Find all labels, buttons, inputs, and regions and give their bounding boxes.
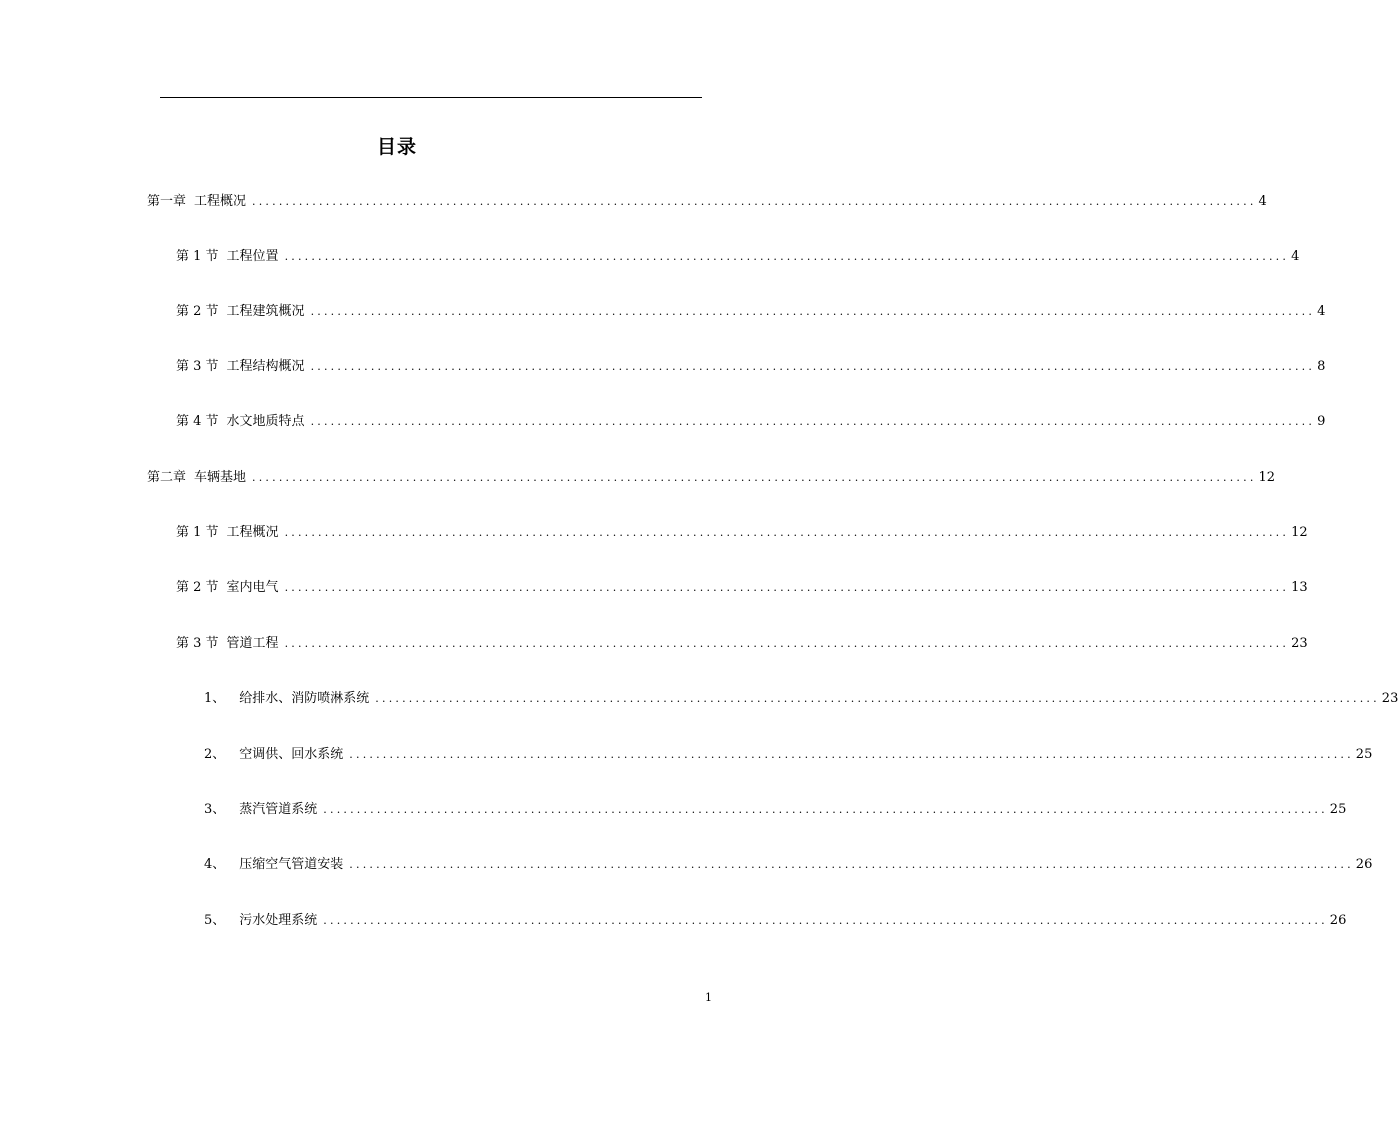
entry-number: 3、: [204, 802, 226, 817]
dot-leader: ......................................................................................................................................................: [252, 195, 1257, 208]
toc-entry-section[interactable]: [176, 302, 1326, 322]
entry-title: 工程概况: [226, 525, 279, 540]
entry-title: 空调供、回水系统: [239, 747, 344, 762]
entry-number: 第 1 节: [176, 249, 219, 264]
page-number: 1: [705, 991, 712, 1004]
entry-number: 第 4 节: [176, 414, 219, 429]
toc-entry-section[interactable]: [176, 412, 1326, 432]
dot-leader: ......................................................................................................................................................: [284, 637, 1290, 650]
toc-entry-section[interactable]: [176, 247, 1300, 267]
toc-entry-subsection[interactable]: [204, 800, 1347, 820]
toc-entry-chapter-2[interactable]: [147, 468, 1276, 488]
entry-number: 4、: [204, 857, 226, 872]
entry-number: 第 3 节: [176, 636, 219, 651]
entry-page-number: 13: [1291, 580, 1308, 595]
dot-leader: ......................................................................................................................................................: [310, 305, 1316, 318]
entry-number: 第 2 节: [176, 580, 219, 595]
entry-title: 污水处理系统: [239, 913, 318, 928]
toc-entry-section[interactable]: [176, 523, 1308, 543]
entry-number: 2、: [204, 747, 226, 762]
toc-entry-chapter-1[interactable]: [147, 192, 1267, 212]
entry-title: 工程概况: [194, 194, 247, 209]
entry-number: 第 1 节: [176, 525, 219, 540]
entry-title: 蒸汽管道系统: [239, 802, 318, 817]
dot-leader: ......................................................................................................................................................: [349, 858, 1354, 871]
entry-page-number: 4: [1258, 194, 1267, 209]
dot-leader: ......................................................................................................................................................: [252, 471, 1257, 484]
entry-page-number: 23: [1291, 636, 1308, 651]
entry-title: 给排水、消防喷淋系统: [239, 691, 370, 706]
dot-leader: ......................................................................................................................................................: [323, 803, 1328, 816]
entry-title: 工程位置: [226, 249, 279, 264]
toc-entry-section[interactable]: [176, 578, 1308, 598]
entry-page-number: 8: [1317, 359, 1326, 374]
toc-entry-subsection[interactable]: [204, 745, 1373, 765]
entry-page-number: 12: [1291, 525, 1308, 540]
toc-entry-section[interactable]: [176, 634, 1308, 654]
dot-leader: ......................................................................................................................................................: [310, 415, 1316, 428]
dot-leader: ......................................................................................................................................................: [284, 250, 1290, 263]
entry-title: 车辆基地: [194, 470, 247, 485]
entry-number: 第二章: [147, 470, 187, 485]
entry-page-number: 23: [1381, 691, 1398, 706]
entry-number: 第 3 节: [176, 359, 219, 374]
entry-page-number: 26: [1355, 857, 1373, 872]
entry-number: 第一章: [147, 194, 187, 209]
entry-page-number: 12: [1258, 470, 1276, 485]
toc-entry-subsection[interactable]: [204, 689, 1398, 709]
entry-number: 1、: [204, 691, 226, 706]
dot-leader: ......................................................................................................................................................: [284, 526, 1290, 539]
entry-title: 水文地质特点: [226, 414, 305, 429]
toc-entry-subsection[interactable]: [204, 855, 1373, 875]
entry-number: 第 2 节: [176, 304, 219, 319]
entry-title: 工程建筑概况: [226, 304, 305, 319]
dot-leader: ......................................................................................................................................................: [310, 360, 1316, 373]
entry-title: 工程结构概况: [226, 359, 305, 374]
entry-page-number: 9: [1317, 414, 1326, 429]
header-rule: [160, 97, 702, 98]
toc-entry-section[interactable]: [176, 357, 1326, 377]
dot-leader: ......................................................................................................................................................: [375, 692, 1380, 705]
entry-title: 管道工程: [226, 636, 279, 651]
entry-page-number: 26: [1329, 913, 1347, 928]
entry-title: 压缩空气管道安装: [239, 857, 344, 872]
dot-leader: ......................................................................................................................................................: [349, 748, 1354, 761]
toc-entry-subsection[interactable]: [204, 911, 1347, 931]
dot-leader: ......................................................................................................................................................: [323, 914, 1328, 927]
entry-page-number: 4: [1317, 304, 1326, 319]
dot-leader: ......................................................................................................................................................: [284, 581, 1290, 594]
entry-title: 室内电气: [226, 580, 279, 595]
entry-page-number: 25: [1355, 747, 1373, 762]
entry-page-number: 4: [1291, 249, 1300, 264]
entry-number: 5、: [204, 913, 226, 928]
toc-title: 目录: [376, 136, 417, 158]
entry-page-number: 25: [1329, 802, 1347, 817]
